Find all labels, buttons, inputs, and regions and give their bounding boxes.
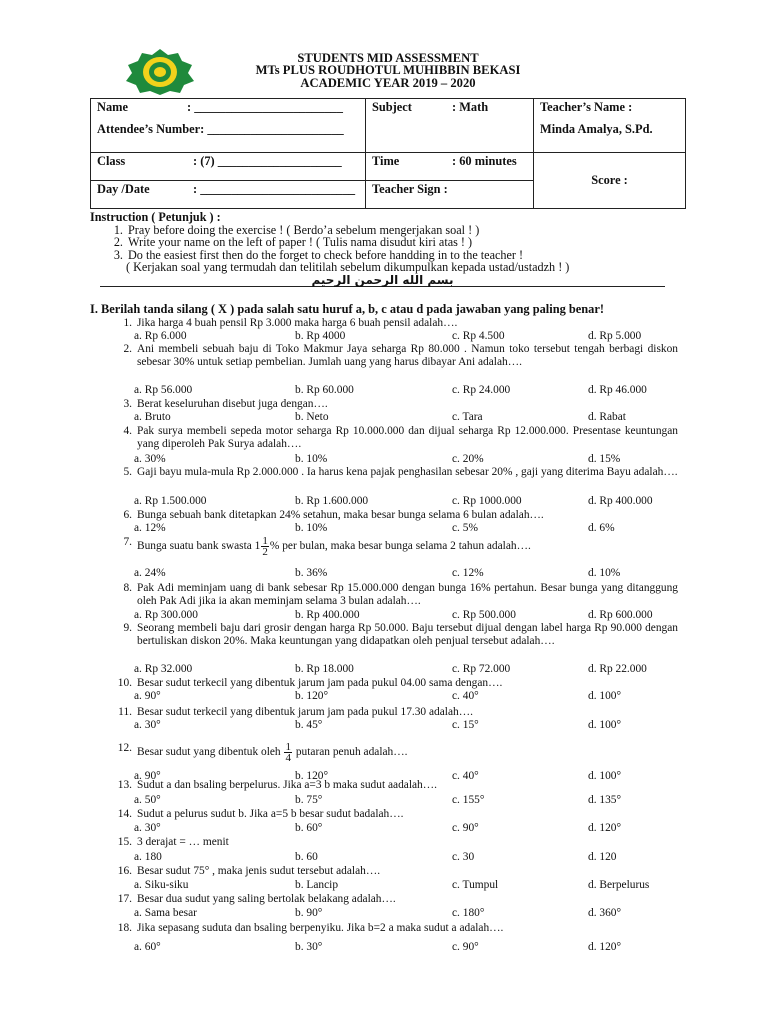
question-number: 3. [123, 398, 132, 410]
answer-options [118, 330, 678, 343]
answer-options [118, 567, 678, 580]
question-text: Pak surya membeli sepeda motor seharga Rp 10.000.000 dan dijual seharga Rp 12.000.000. Presentase keuntungan yang diperoleh Pak Surya adalah…. [137, 425, 678, 451]
option-b[interactable]: b. Neto [295, 411, 329, 423]
option-d[interactable]: d. 100° [588, 770, 622, 782]
option-a[interactable]: a. 24% [134, 567, 166, 579]
basmala: بسم الله الرحمن الرحيم [100, 274, 665, 287]
option-b[interactable]: b. 30° [295, 941, 323, 953]
option-a[interactable]: a. 12% [134, 522, 166, 534]
answer-options [118, 822, 678, 835]
option-c[interactable]: c. 15° [452, 719, 479, 731]
option-d[interactable]: d. Berpelurus [588, 879, 650, 891]
question-text: Besar sudut terkecil yang dibentuk jarum jam pada pukul 17.30 adalah…. [137, 706, 473, 718]
question-text: Ani membeli sebuah baju di Toko Makmur Jaya seharga Rp 80.000 . Namun toko tersebut tengah berbagi diskon sebesar 30% untuk setiap pembelian. Jumlah uang yang harus dibayar Ani adalah…. [137, 343, 678, 369]
question-text: Bunga sebuah bank ditetapkan 24% setahun, maka besar bunga selama 6 bulan adalah…. [137, 509, 544, 521]
instruction-note: ( Kerjakan soal yang termudah dan telitilah sebelum dikumpulkan kepada ustad/ustadzh ! ) [126, 260, 570, 275]
option-d[interactable]: d. Rabat [588, 411, 626, 423]
option-c[interactable]: c. 180° [452, 907, 485, 919]
option-a[interactable]: a. Rp 1.500.000 [134, 495, 207, 507]
option-b[interactable]: b. 45° [295, 719, 323, 731]
question-number: 7. [123, 536, 132, 548]
subject-value: : Math [452, 100, 489, 114]
answer-options [118, 522, 678, 535]
answer-options [118, 690, 678, 703]
answer-options [118, 879, 678, 892]
option-d[interactable]: d. 135° [588, 794, 622, 806]
time-label: Time [372, 154, 400, 168]
question-1 [112, 317, 678, 330]
time-value: : 60 minutes [452, 154, 517, 168]
option-c[interactable]: c. Rp 72.000 [452, 663, 511, 675]
question-18 [112, 922, 678, 935]
score-label: Score : [591, 173, 628, 187]
answer-options [118, 794, 678, 807]
answer-options [118, 495, 678, 508]
subject-label: Subject [372, 100, 412, 114]
option-c[interactable]: c. Rp 500.000 [452, 609, 516, 621]
header-line-2: MTs PLUS ROUDHOTUL MUHIBBIN BEKASI [255, 63, 521, 77]
option-b[interactable]: b. 10% [295, 522, 328, 534]
teacher-sign-label: Teacher Sign : [366, 181, 534, 209]
question-number: 5. [123, 466, 132, 478]
question-number: 15. [117, 836, 132, 848]
option-d[interactable]: d. Rp 400.000 [588, 495, 653, 507]
question-13 [112, 779, 678, 792]
question-number: 9. [123, 622, 132, 634]
question-text: Besar sudut 75° , maka jenis sudut tersebut adalah…. [137, 865, 381, 877]
option-b[interactable]: b. 120° [295, 770, 329, 782]
question-text: Berat keseluruhan disebut juga dengan…. [137, 398, 328, 410]
question-text: Besar dua sudut yang saling bertolak belakang adalah…. [137, 893, 396, 905]
option-d[interactable]: d. Rp 46.000 [588, 384, 647, 396]
option-b[interactable]: b. 75° [295, 794, 323, 806]
option-b[interactable]: b. 120° [295, 690, 329, 702]
option-c[interactable]: c. Tumpul [452, 879, 499, 891]
option-a[interactable]: a. Bruto [134, 411, 171, 423]
option-a[interactable]: a. 30° [134, 719, 161, 731]
option-b[interactable]: b. 10% [295, 453, 328, 465]
answer-options [118, 851, 678, 864]
option-d[interactable]: d. Rp 22.000 [588, 663, 647, 675]
option-c[interactable]: c. 5% [452, 522, 478, 534]
answer-options [118, 907, 678, 920]
option-d[interactable]: d. 360° [588, 907, 622, 919]
score-box[interactable] [534, 153, 686, 209]
option-c[interactable]: c. 20% [452, 453, 484, 465]
option-d[interactable]: d. 120° [588, 941, 622, 953]
header-line-3: ACADEMIC YEAR 2019 – 2020 [300, 76, 476, 90]
fraction: $\frac{1}{4}$ [285, 741, 291, 764]
name-field[interactable]: : ________________________ [187, 100, 343, 114]
option-d[interactable]: d. Rp 5.000 [588, 330, 642, 342]
instruction-item: 1. Pray before doing the exercise ! ( Berdo’a sebelum mengerjakan soal ! ) [126, 224, 690, 237]
question-number: 1. [123, 317, 132, 329]
answer-options [118, 384, 678, 397]
section-title: I. Berilah tanda silang ( X ) pada salah satu huruf a, b, c atau d pada jawaban yang paling benar! [90, 302, 604, 316]
teacher-name-value: Minda Amalya, S.Pd. [540, 122, 653, 136]
option-c[interactable]: c. 30 [452, 851, 475, 863]
instructions [90, 211, 690, 274]
class-field[interactable]: : (7) ____________________ [193, 154, 342, 168]
school-logo-icon [122, 47, 198, 95]
option-d[interactable]: d. 100° [588, 719, 622, 731]
option-a[interactable]: a. 50° [134, 794, 161, 806]
question-17 [112, 893, 678, 906]
question-text: Gaji bayu mula-mula Rp 2.000.000 . Ia harus kena pajak penghasilan sebesar 20% , gaji yang diterima Bayu adalah…. [137, 466, 678, 478]
answer-options [118, 411, 678, 424]
question-number: 10. [117, 677, 132, 689]
question-text: Bunga suatu bank swasta 1 $\frac{1}{2}$ % per bulan, maka besar bunga selama 2 tahun adalah…. [137, 535, 531, 558]
question-15 [112, 836, 678, 849]
question-number: 2. [123, 343, 132, 355]
option-b[interactable]: b. Rp 400.000 [295, 609, 360, 621]
question-text: Seorang membeli baju dari grosir dengan harga Rp 50.000. Baju tersebut dijual dengan label harga Rp 90.000 dengan bertuliskan diskon 20%. Maka keuntungan yang didapatkan oleh penjual tersebut adalah…. [137, 622, 678, 648]
question-2 [112, 343, 678, 369]
question-14 [112, 808, 678, 821]
option-a[interactable]: a. 30% [134, 453, 166, 465]
question-text: Pak Adi meminjam uang di bank sebesar Rp 15.000.000 dengan bunga 16% pertahun. Besar bunga yang ditanggung oleh Pak Adi jika ia akan meminjam selama 3 bulan adalah…. [137, 582, 678, 608]
class-label: Class [97, 154, 126, 168]
option-b[interactable]: b. Rp 4000 [295, 330, 346, 342]
question-number: 4. [123, 425, 132, 437]
option-c[interactable]: c. 40° [452, 770, 479, 782]
option-d[interactable]: d. Rp 600.000 [588, 609, 653, 621]
option-c[interactable]: c. 90° [452, 941, 479, 953]
question-number: 6. [123, 509, 132, 521]
option-c[interactable]: c. 155° [452, 794, 485, 806]
option-a[interactable]: a. 90° [134, 690, 161, 702]
question-text: Jika sepasang suduta dan bsaling berpenyiku. Jika b=2 a maka sudut a adalah…. [137, 922, 504, 934]
option-b[interactable]: b. Rp 60.000 [295, 384, 354, 396]
option-a[interactable]: a. 30° [134, 822, 161, 834]
question-text: 3 derajat = … menit [137, 836, 229, 848]
question-text: Sudut a pelurus sudut b. Jika a=5 b besar sudut badalah…. [137, 808, 404, 820]
option-a[interactable]: a. Siku-siku [134, 879, 189, 891]
option-a[interactable]: a. Rp 6.000 [134, 330, 187, 342]
question-11 [112, 706, 678, 719]
option-d[interactable]: d. 120 [588, 851, 617, 863]
question-number: 11. [118, 706, 132, 718]
question-number: 14. [117, 808, 132, 820]
question-text: Jika harga 4 buah pensil Rp 3.000 maka harga 6 buah pensil adalah…. [137, 317, 458, 329]
day-date-label: Day /Date [97, 182, 150, 196]
answer-options [118, 719, 678, 732]
question-number: 12. [117, 742, 132, 754]
option-b[interactable]: b. 60° [295, 822, 323, 834]
teacher-name-label: Teacher’s Name : [540, 100, 633, 114]
option-c[interactable]: c. Rp 4.500 [452, 330, 505, 342]
answer-options [118, 663, 678, 676]
option-d[interactable]: d. 10% [588, 567, 621, 579]
question-number: 18. [117, 922, 132, 934]
option-c[interactable]: c. 40° [452, 690, 479, 702]
option-a[interactable]: a. Rp 300.000 [134, 609, 198, 621]
question-4 [112, 425, 678, 451]
question-9 [112, 622, 678, 648]
option-b[interactable]: b. 36% [295, 567, 328, 579]
question-text: Besar sudut yang dibentuk oleh $\frac{1}{4}$ putaran penuh adalah…. [137, 741, 408, 764]
instruction-title: Instruction ( Petunjuk ) : [90, 210, 221, 224]
option-b[interactable]: b. Rp 1.600.000 [295, 495, 369, 507]
question-5 [112, 466, 678, 479]
option-c[interactable]: c. 12% [452, 567, 484, 579]
option-c[interactable]: c. Rp 24.000 [452, 384, 511, 396]
header-line-1: STUDENTS MID ASSESSMENT [297, 51, 479, 65]
question-16 [112, 865, 678, 878]
question-8 [112, 582, 678, 608]
question-12 [112, 742, 678, 763]
day-date-field[interactable]: : _________________________ [193, 182, 356, 196]
question-number: 8. [123, 582, 132, 594]
question-text: Sudut a dan bsaling berpelurus. Jika a=3 b maka sudut aadalah…. [137, 779, 437, 791]
answer-options [118, 609, 678, 622]
option-d[interactable]: d. 100° [588, 690, 622, 702]
option-c[interactable]: c. Rp 1000.000 [452, 495, 522, 507]
option-c[interactable]: c. Tara [452, 411, 483, 423]
option-b[interactable]: b. Lancip [295, 879, 339, 891]
option-d[interactable]: d. 120° [588, 822, 622, 834]
question-text: Besar sudut terkecil yang dibentuk jarum jam pada pukul 04.00 sama dengan…. [137, 677, 503, 689]
answer-options [118, 453, 678, 466]
option-a[interactable]: a. 180 [134, 851, 162, 863]
question-number: 13. [117, 779, 132, 791]
question-3 [112, 398, 678, 411]
instruction-item: 2. Write your name on the left of paper ! ( Tulis nama disudut kiri atas ! ) [126, 236, 690, 249]
question-6 [112, 509, 678, 522]
question-number: 17. [117, 893, 132, 905]
question-number: 16. [117, 865, 132, 877]
name-label: Name [97, 100, 128, 114]
option-b[interactable]: b. 60 [295, 851, 318, 863]
option-c[interactable]: c. 90° [452, 822, 479, 834]
attendee-number-field[interactable]: Attendee’s Number: ______________________ [97, 122, 344, 136]
option-b[interactable]: b. Rp 18.000 [295, 663, 354, 675]
fraction: $\frac{1}{2}$ [262, 535, 268, 558]
option-a[interactable]: a. Rp 56.000 [134, 384, 193, 396]
option-d[interactable]: d. 15% [588, 453, 621, 465]
option-a[interactable]: a. Sama besar [134, 907, 197, 919]
question-10 [112, 677, 678, 690]
option-a[interactable]: a. 60° [134, 941, 161, 953]
option-b[interactable]: b. 90° [295, 907, 323, 919]
instruction-item: 3. Do the easiest first then do the forget to check before handding in to the teacher ! [126, 249, 690, 262]
option-a[interactable]: a. Rp 32.000 [134, 663, 193, 675]
student-info-table [90, 98, 686, 209]
answer-options [118, 941, 678, 954]
option-d[interactable]: d. 6% [588, 522, 615, 534]
option-a[interactable]: a. 90° [134, 770, 161, 782]
question-7 [112, 536, 678, 557]
